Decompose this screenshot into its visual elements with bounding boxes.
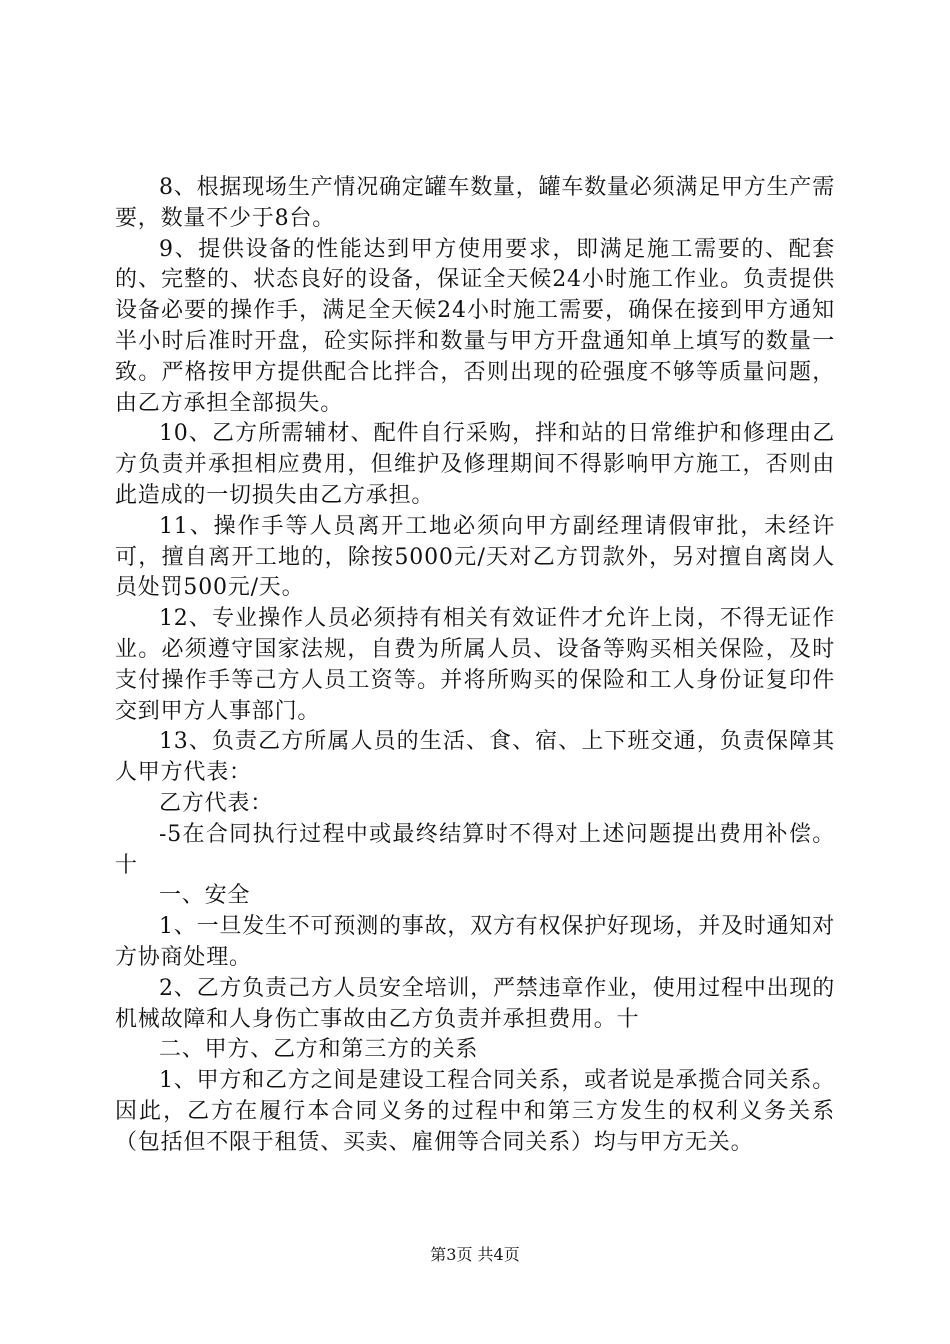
paragraph-10: 10、乙方所需辅材、配件自行采购，拌和站的日常维护和修理由乙方负责并承担相应费用，但维护及修理期间不得影响甲方施工，否则由此造成的一切损失由乙方承担。 [115,421,835,508]
paragraph-13: 13、负责乙方所属人员的生活、食、宿、上下班交通，负责保障其人甲方代表： [115,729,835,786]
safety-item-1: 1、一旦发生不可预测的事故，双方有权保护好现场，并及时通知对方协商处理。 [115,914,835,970]
party-b-representative: 乙方代表： [159,790,274,816]
document-body [115,173,835,1159]
page-number-footer: 第3页 共4页 [430,1245,520,1264]
paragraph-12: 12、专业操作人员必须持有相关有效证件才允许上岗，不得无证作业。必须遵守国家法规，自费为所属人员、设备等购买相关保险，及时支付操作手等己方人员工资等。并将所购买的保险和工人身份证复印件交到甲方人事部门。 [115,606,835,724]
relations-item-1: 1、甲方和乙方之间是建设工程合同关系，或者说是承揽合同关系。因此，乙方在履行本合同义务的过程中和第三方发生的权利义务关系（包括但不限于租赁、买卖、雇佣等合同关系）均与甲方无关。 [115,1068,835,1155]
paragraph-compensation: -5在合同执行过程中或最终结算时不得对上述问题提出费用补偿。十 [115,821,835,878]
paragraph-8: 8、根据现场生产情况确定罐车数量，罐车数量必须满足甲方生产需要，数量不少于8台。 [115,175,835,231]
section-heading-safety: 一、安全 [159,883,251,909]
paragraph-11: 11、操作手等人员离开工地必须向甲方副经理请假审批，未经许可，擅自离开工地的，除按5000元/天对乙方罚款外，另对擅自离岗人员处罚500元/天。 [115,513,835,601]
safety-item-2: 2、乙方负责己方人员安全培训，严禁违章作业，使用过程中出现的机械故障和人身伤亡事故由乙方负责并承担费用。十 [115,975,835,1032]
section-heading-relations: 二、甲方、乙方和第三方的关系 [159,1037,479,1063]
paragraph-9: 9、提供设备的性能达到甲方使用要求，即满足施工需要的、配套的、完整的、状态良好的设备，保证全天候24小时施工作业。负责提供设备必要的操作手，满足全天候24小时施工需要，确保在接到甲方通知半小时后准时开盘，砼实际拌和数量与甲方开盘通知单上填写的数量一致。严格按甲方提供配合比拌合，否则出现的砼强度不够等质量问题，由乙方承担全部损失。 [115,236,835,416]
